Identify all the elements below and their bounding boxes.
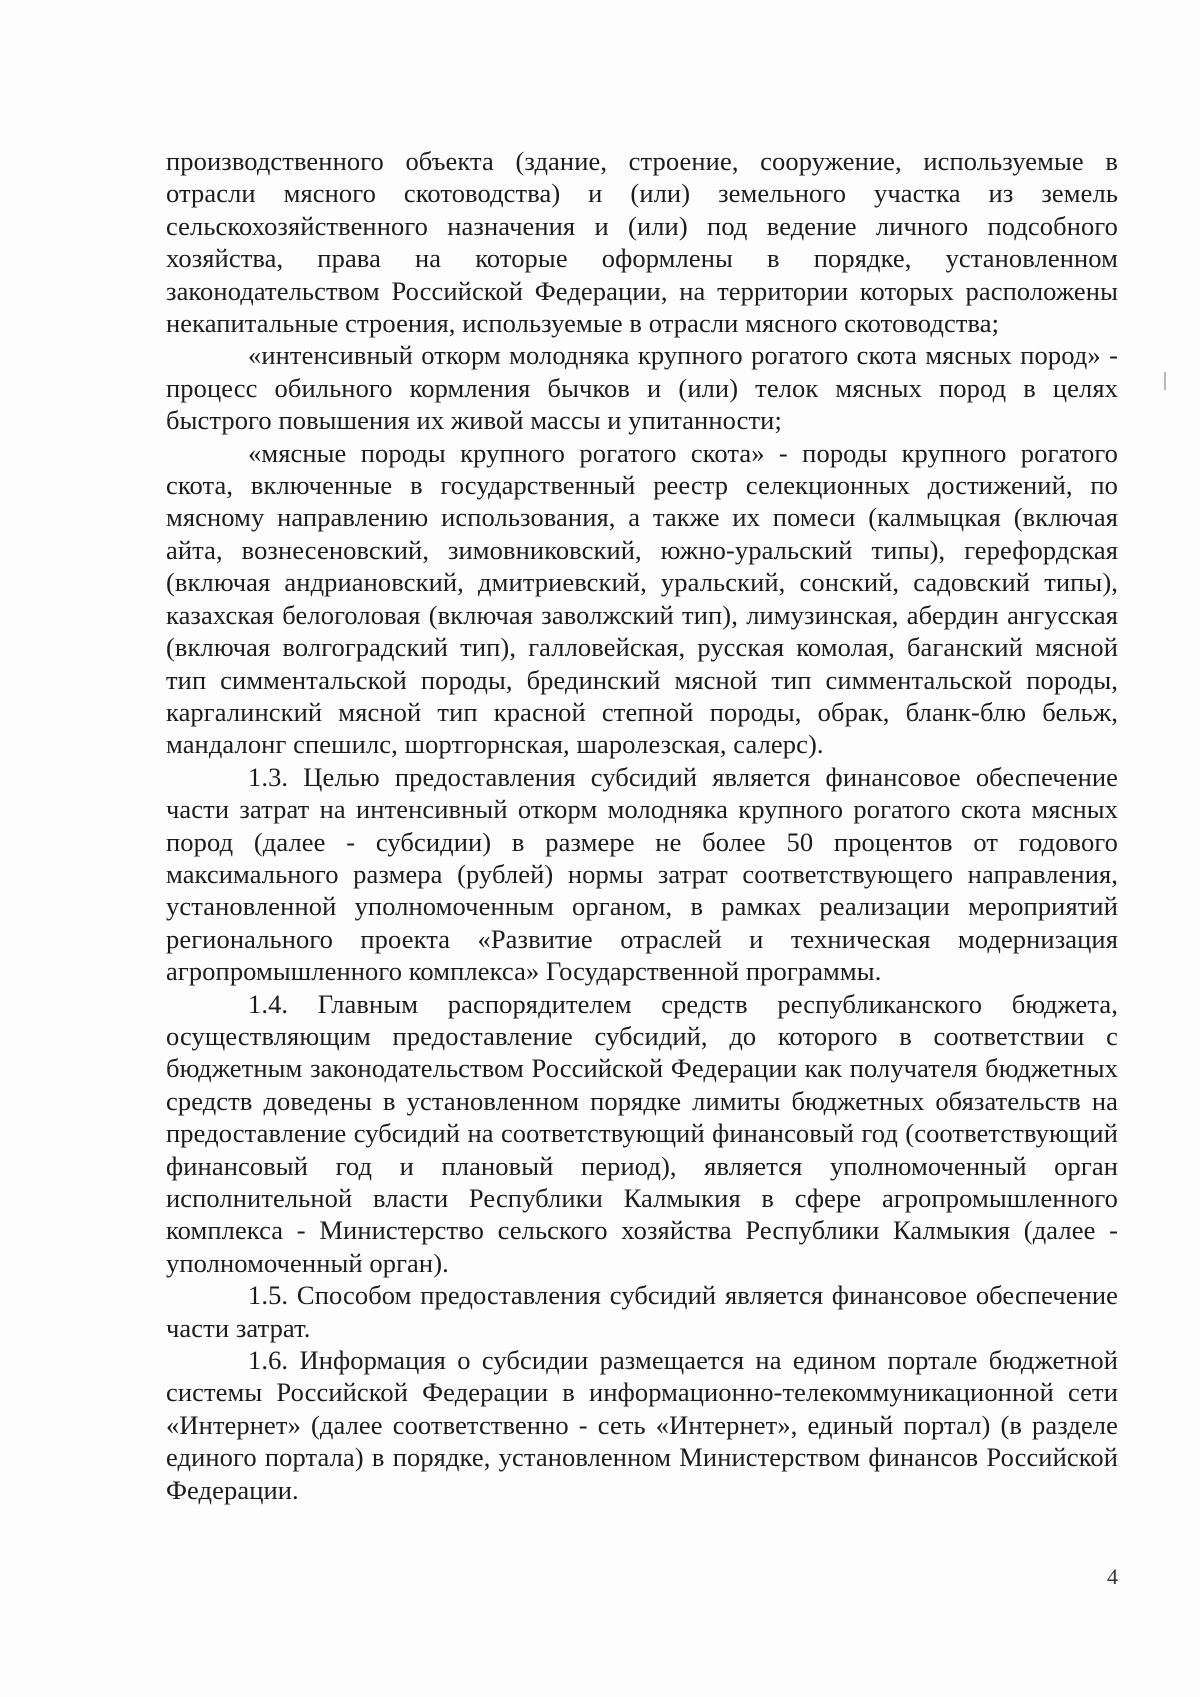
- paragraph-1-5-subsidy-method: 1.5. Способом предоставления субсидий является финансовое обеспечение части затрат.: [166, 1280, 1118, 1343]
- paragraph-definition-intensive-fattening: «интенсивный откорм молодняка крупного рогатого скота мясных пород» - процесс обильного кормления бычков и (или) телок мясных пород в целях быстрого повышения их живой массы и упитанности;: [166, 340, 1118, 436]
- paragraph-1-3-subsidy-purpose: 1.3. Целью предоставления субсидий является финансовое обеспечение части затрат на интенсивный откорм молодняка крупного рогатого скота мясных пород (далее - субсидии) в размере не более 50 процентов от годового максимального размера (рублей) нормы затрат соответствующего направления, установленной уполномоченным органом, в рамках реализации мероприятий регионального проекта «Развитие отраслей и техническая модернизация агропромышленного комплекса» Государственной программы.: [166, 761, 1118, 987]
- paragraph-definition-continuation: производственного объекта (здание, строение, сооружение, используемые в отрасли мясного скотоводства) и (или) земельного участка из земель сельскохозяйственного назначения и (или) под ведение личного подсобного хозяйства, права на которые оформлены в порядке, установленном законодательством Российской Федерации, на территории которых расположены некапитальные строения, используемые в отрасли мясного скотоводства;: [166, 146, 1118, 339]
- page-number: 4: [1107, 1564, 1118, 1589]
- paragraph-1-6-subsidy-information: 1.6. Информация о субсидии размещается на едином портале бюджетной системы Российской Федерации в информационно-телекоммуникационной сети «Интернет» (далее соответственно - сеть «Интернет», единый портал) (в разделе единого портала) в порядке, установленном Министерством финансов Российской Федерации.: [166, 1345, 1118, 1505]
- scan-artifact: [1164, 372, 1166, 390]
- paragraph-definition-meat-breeds: «мясные породы крупного рогатого скота» - породы крупного рогатого скота, включенные в государственный реестр селекционных достижений, по мясному направлению использования, а также их помеси (калмыцкая (включая айта, вознесеновский, зимовниковский, южно-уральский типы), герефордская (включая андриановский, дмитриевский, уральский, сонский, садовский типы), казахская белоголовая (включая заволжский тип), лимузинская, абердин ангусская (включая волгоградский тип), галловейская, русская комолая, баганский мясной тип симментальской породы, брединский мясной тип симментальской породы, каргалинский мясной тип красной степной породы, обрак, бланк-блю бельж, мандалонг спешилс, шортгорнская, шаролезская, салерс).: [166, 437, 1118, 760]
- document-body: [166, 145, 1118, 1506]
- paragraph-1-4-budget-administrator: 1.4. Главным распорядителем средств республиканского бюджета, осуществляющим предоставление субсидий, до которого в соответствии с бюджетным законодательством Российской Федерации как получателя бюджетных средств доведены в установленном порядке лимиты бюджетных обязательств на предоставление субсидий на соответствующий финансовый год (соответствующий финансовый год и плановый период), является уполномоченный орган исполнительной власти Республики Калмыкия в сфере агропромышленного комплекса - Министерство сельского хозяйства Республики Калмыкия (далее - уполномоченный орган).: [166, 988, 1118, 1278]
